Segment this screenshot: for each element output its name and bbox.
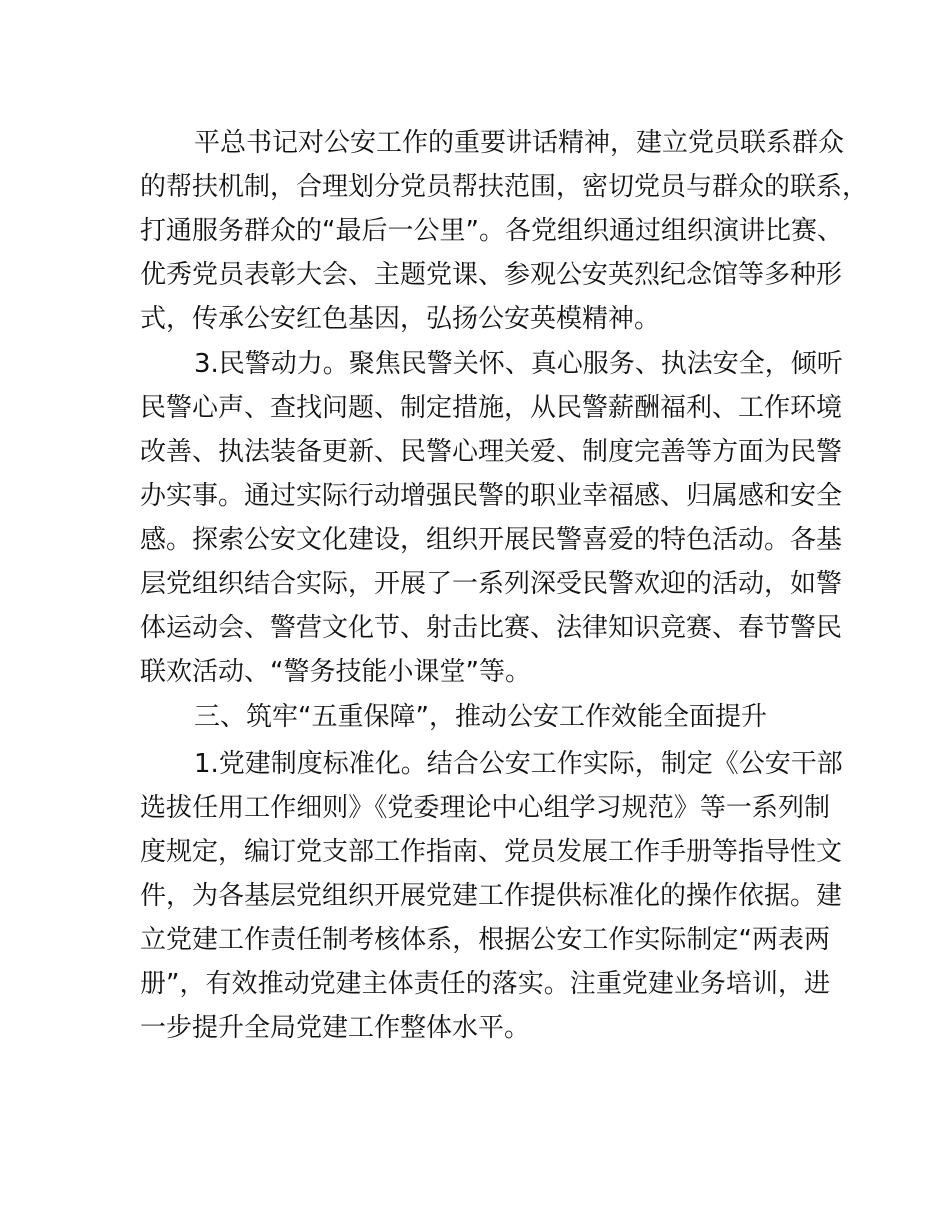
section-heading-text: 三、筑牢“五重保障”，推动公安工作效能全面提升 (194, 702, 767, 732)
text-line: 立党建工作责任制考核体系，根据公安工作实际制定“两表两 (140, 925, 830, 955)
paragraph-party-standardization (140, 742, 843, 1050)
text-line: 优秀党员表彰大会、主题党课、参观公安英烈纪念馆等多种形 (140, 260, 843, 290)
text-line: 改善、执法装备更新、民警心理关爱、制度完善等方面为民警 (140, 437, 843, 467)
text-line: 感。探索公安文化建设，组织开展民警喜爱的特色活动。各基 (140, 525, 843, 555)
text-line: 的帮扶机制，合理划分党员帮扶范围，密切党员与群众的联系， (140, 172, 869, 202)
text-line: 体运动会、警营文化节、射击比赛、法律知识竞赛、春节警民 (140, 613, 843, 643)
text-line: 件，为各基层党组织开展党建工作提供标准化的操作依据。建 (140, 881, 843, 911)
paragraph-party-liaison (140, 121, 869, 341)
text-line: 1.党建制度标准化。结合公安工作实际，制定《公安干部 (194, 749, 843, 779)
text-line: 3.民警动力。聚焦民警关怀、真心服务、执法安全，倾听 (194, 349, 843, 379)
text-line: 办实事。通过实际行动增强民警的职业幸福感、归属感和安全 (140, 481, 843, 511)
text-line: 层党组织结合实际，开展了一系列深受民警欢迎的活动，如警 (140, 569, 843, 599)
text-line: 一步提升全局党建工作整体水平。 (140, 1013, 531, 1043)
text-line: 民警心声、查找问题、制定措施，从民警薪酬福利、工作环境 (140, 393, 843, 423)
text-line: 度规定，编订党支部工作指南、党员发展工作手册等指导性文 (140, 837, 843, 867)
document-page (140, 121, 869, 1051)
text-line: 式，传承公安红色基因，弘扬公安英模精神。 (140, 304, 661, 334)
paragraph-police-motivation (140, 342, 843, 694)
text-line: 联欢活动、“警务技能小课堂”等。 (140, 657, 531, 687)
text-line: 打通服务群众的“最后一公里”。各党组织通过组织演讲比赛、 (140, 216, 843, 246)
text-line: 册”，有效推动党建主体责任的落实。注重党建业务培训，进 (140, 969, 830, 999)
text-line: 选拔任用工作细则》《党委理论中心组学习规范》等一系列制 (140, 793, 830, 823)
text-line: 平总书记对公安工作的重要讲话精神，建立党员联系群众 (194, 128, 845, 158)
section-heading (140, 695, 830, 739)
